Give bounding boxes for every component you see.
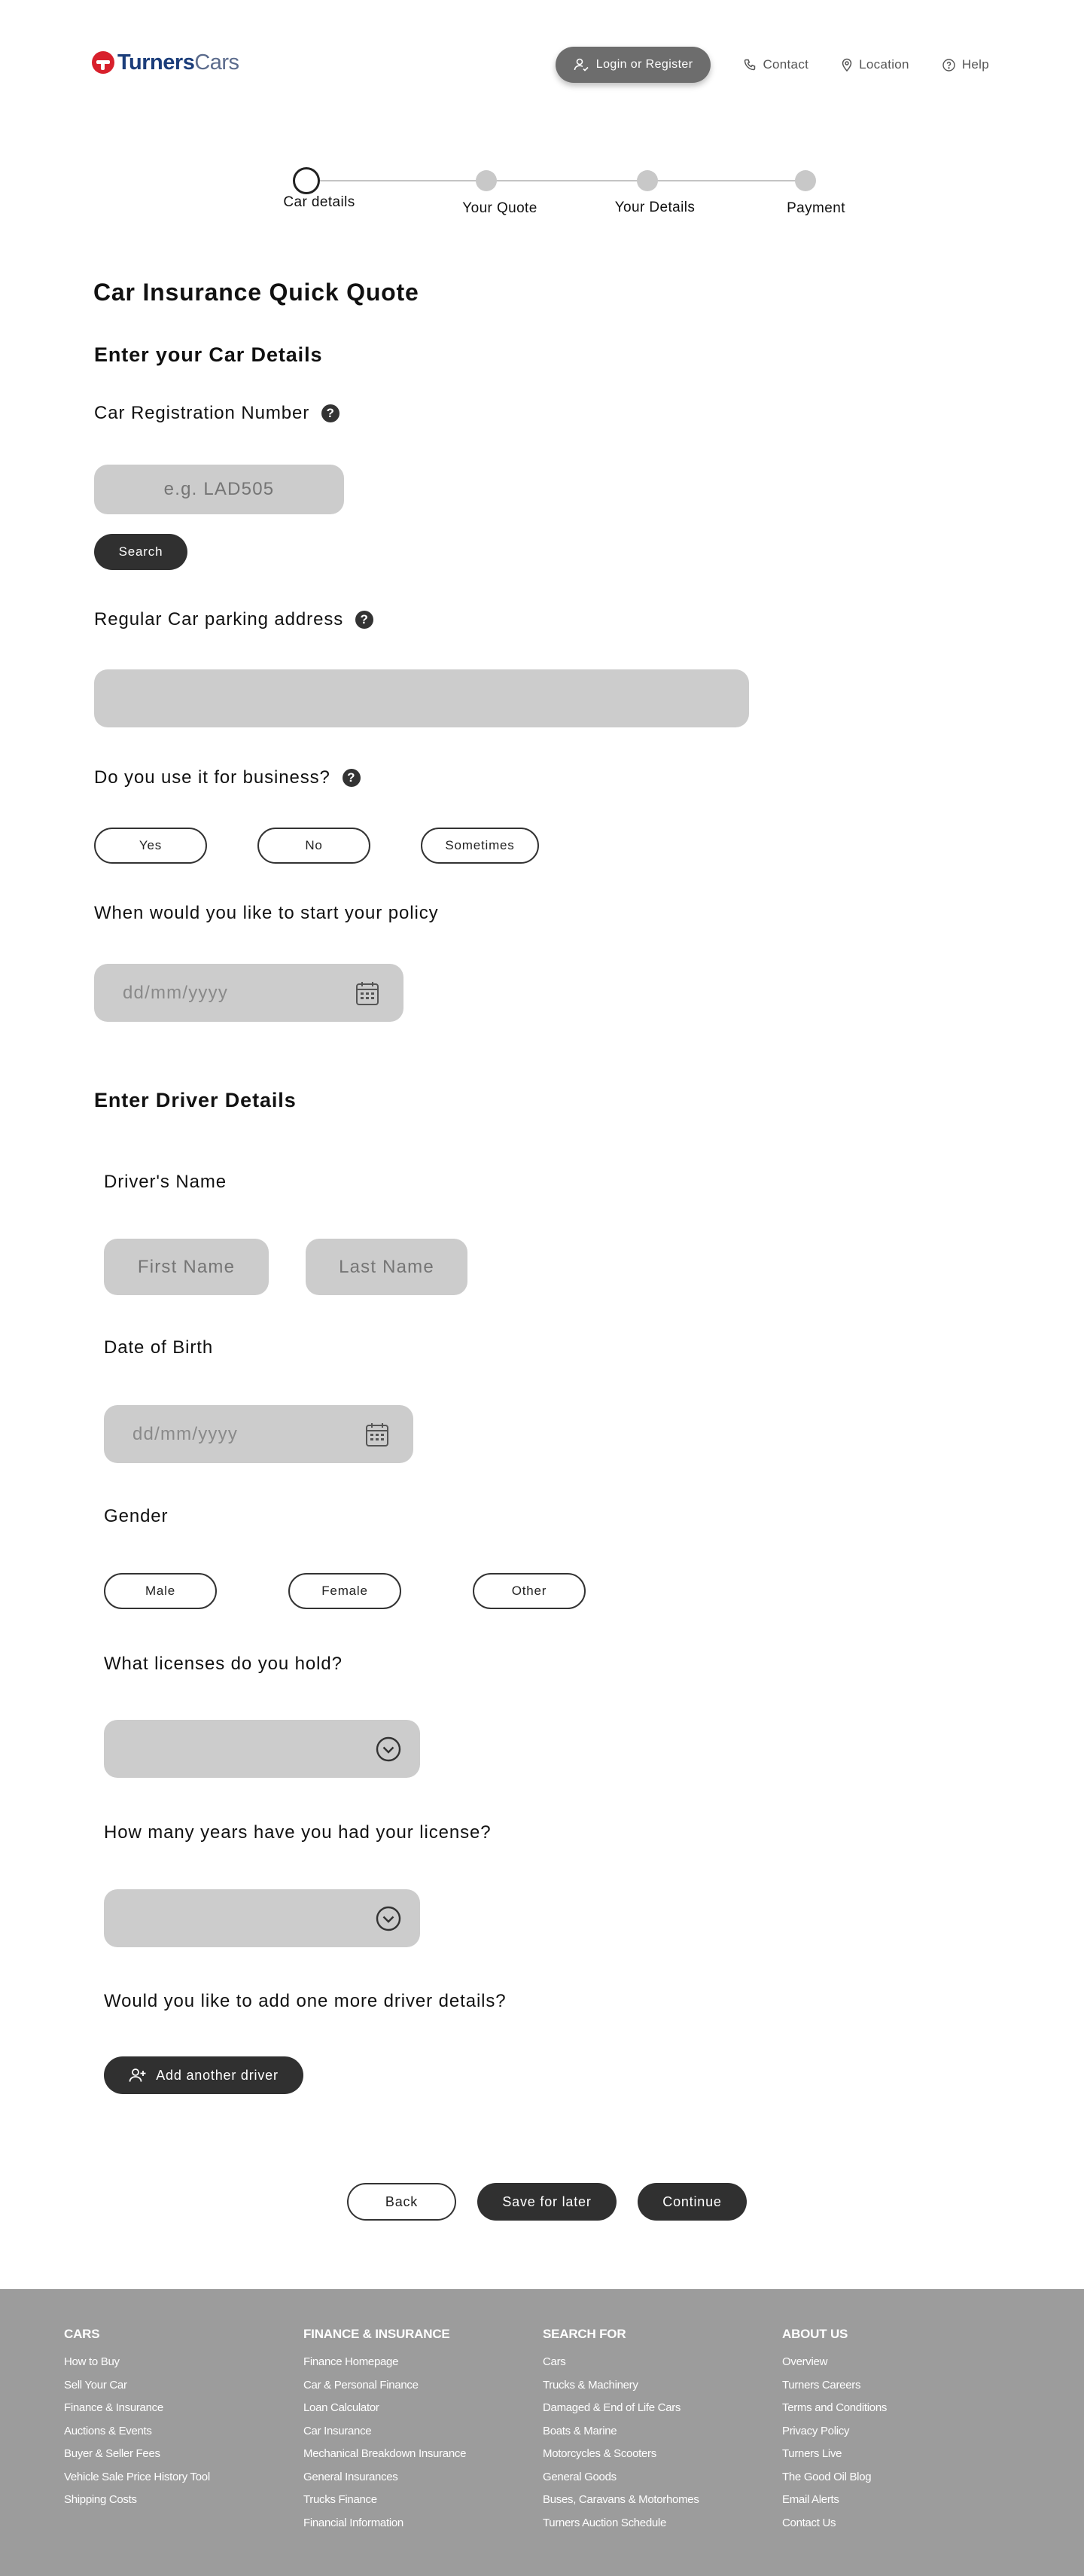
step-label-your-quote: Your Quote: [462, 200, 537, 216]
footer-heading-cars: CARS: [64, 2327, 100, 2341]
add-another-driver-label: Add another driver: [156, 2067, 279, 2083]
add-driver-question-label: Would you like to add one more driver details?: [104, 1991, 507, 2011]
footer-link[interactable]: Email Alerts: [782, 2493, 839, 2506]
licenses-question: [104, 1654, 343, 1675]
site-footer: [0, 2289, 1084, 2576]
footer-link[interactable]: Financial Information: [303, 2516, 403, 2529]
footer-link[interactable]: Trucks Finance: [303, 2493, 377, 2506]
footer-link[interactable]: Shipping Costs: [64, 2493, 137, 2506]
user-icon: [574, 58, 589, 72]
step-dot-car-details: [293, 167, 320, 194]
gender-male-option[interactable]: Male: [104, 1573, 217, 1609]
start-date-question: [94, 903, 439, 924]
business-no-option[interactable]: No: [257, 828, 370, 864]
dob-label: Date of Birth: [104, 1337, 214, 1358]
back-button[interactable]: Back: [347, 2183, 456, 2221]
footer-link[interactable]: General Insurances: [303, 2470, 398, 2483]
footer-link[interactable]: Motorcycles & Scooters: [543, 2447, 656, 2460]
footer-link[interactable]: Mechanical Breakdown Insurance: [303, 2447, 467, 2460]
dob-question: [104, 1337, 213, 1358]
rego-label: Car Registration Number: [94, 403, 310, 423]
footer-column-about-us: [782, 2327, 887, 2535]
step-label-car-details: Car details: [283, 194, 355, 210]
top-nav: [556, 47, 989, 83]
footer-link[interactable]: Cars: [543, 2355, 566, 2368]
location-pin-icon: [842, 58, 852, 72]
driver-name-label: Driver's Name: [104, 1172, 227, 1192]
parking-address-input[interactable]: [94, 669, 749, 727]
driver-details-heading: Enter Driver Details: [94, 1089, 297, 1111]
business-question: [94, 767, 361, 788]
footer-link[interactable]: Overview: [782, 2355, 828, 2368]
start-date-placeholder: dd/mm/yyyy: [123, 982, 229, 1003]
first-name-input[interactable]: [104, 1239, 269, 1295]
calendar-icon[interactable]: [365, 1422, 389, 1447]
parking-question: [94, 609, 373, 630]
footer-link[interactable]: Auctions & Events: [64, 2424, 152, 2437]
footer-link[interactable]: Terms and Conditions: [782, 2401, 888, 2414]
footer-link[interactable]: Contact Us: [782, 2516, 836, 2529]
car-details-heading: Enter your Car Details: [94, 343, 323, 366]
step-label-payment: Payment: [787, 200, 845, 216]
last-name-input[interactable]: [306, 1239, 467, 1295]
chevron-down-icon: [375, 1736, 402, 1763]
login-register-button[interactable]: [556, 47, 711, 83]
business-yes-option[interactable]: Yes: [94, 828, 207, 864]
footer-link[interactable]: The Good Oil Blog: [782, 2470, 872, 2483]
licenses-select[interactable]: [104, 1720, 420, 1778]
driver-name-question: [104, 1172, 227, 1193]
turners-logo-mark-icon: [92, 51, 114, 74]
continue-button[interactable]: Continue: [638, 2183, 747, 2221]
footer-link[interactable]: Car & Personal Finance: [303, 2378, 419, 2392]
footer-link[interactable]: Car Insurance: [303, 2424, 372, 2437]
stepper-track: [306, 180, 802, 181]
footer-heading-search-for: SEARCH FOR: [543, 2327, 626, 2341]
footer-link[interactable]: Turners Careers: [782, 2378, 861, 2392]
footer-link[interactable]: General Goods: [543, 2470, 617, 2483]
rego-input[interactable]: [94, 465, 344, 514]
contact-link[interactable]: [744, 57, 808, 72]
rego-question: [94, 403, 340, 424]
location-link[interactable]: [842, 57, 909, 72]
footer-link[interactable]: Loan Calculator: [303, 2401, 379, 2414]
footer-link[interactable]: Finance Homepage: [303, 2355, 399, 2368]
chevron-down-icon: [375, 1905, 402, 1932]
footer-link[interactable]: Turners Live: [782, 2447, 842, 2460]
rego-help-icon[interactable]: ?: [321, 404, 340, 422]
save-for-later-button[interactable]: Save for later: [477, 2183, 617, 2221]
footer-link[interactable]: Buyer & Seller Fees: [64, 2447, 160, 2460]
location-link-label: Location: [859, 57, 909, 72]
footer-link[interactable]: Vehicle Sale Price History Tool: [64, 2470, 210, 2483]
footer-link[interactable]: Buses, Caravans & Motorhomes: [543, 2493, 699, 2506]
calendar-icon[interactable]: [355, 980, 379, 1006]
gender-other-option[interactable]: Other: [473, 1573, 586, 1609]
footer-link[interactable]: Finance & Insurance: [64, 2401, 163, 2414]
years-label: How many years have you had your license?: [104, 1822, 492, 1843]
login-register-label: Login or Register: [595, 58, 693, 71]
footer-column-cars: [64, 2327, 210, 2512]
page-title: Car Insurance Quick Quote: [93, 279, 419, 306]
footer-link[interactable]: Boats & Marine: [543, 2424, 617, 2437]
gender-label: Gender: [104, 1506, 169, 1526]
footer-link[interactable]: Turners Auction Schedule: [543, 2516, 667, 2529]
gender-question: [104, 1506, 168, 1527]
start-date-input[interactable]: [94, 964, 403, 1022]
dob-placeholder: dd/mm/yyyy: [132, 1423, 239, 1444]
dob-input[interactable]: [104, 1405, 413, 1463]
phone-icon: [744, 59, 756, 71]
footer-heading-about-us: ABOUT US: [782, 2327, 848, 2341]
rego-search-button[interactable]: Search: [94, 534, 187, 570]
step-dot-your-quote: [476, 170, 497, 191]
logo-brand-text: Turners: [117, 50, 195, 75]
business-sometimes-option[interactable]: Sometimes: [421, 828, 539, 864]
add-driver-question: [104, 1991, 507, 2012]
progress-stepper: [0, 166, 1084, 226]
footer-link[interactable]: Trucks & Machinery: [543, 2378, 638, 2392]
licenses-label: What licenses do you hold?: [104, 1654, 343, 1674]
license-years-select[interactable]: [104, 1889, 420, 1947]
business-help-icon[interactable]: ?: [343, 769, 361, 787]
gender-female-option[interactable]: Female: [288, 1573, 401, 1609]
years-question: [104, 1822, 492, 1843]
parking-help-icon[interactable]: ?: [355, 611, 373, 629]
business-label: Do you use it for business?: [94, 767, 330, 788]
step-dot-your-details: [637, 170, 658, 191]
footer-link[interactable]: Sell Your Car: [64, 2378, 127, 2392]
help-link[interactable]: [942, 57, 989, 72]
footer-link[interactable]: How to Buy: [64, 2355, 120, 2368]
footer-column-finance-insurance: [303, 2327, 466, 2535]
parking-label: Regular Car parking address: [94, 609, 344, 630]
logo-cars-text: Cars: [194, 50, 239, 75]
add-user-icon: [129, 2068, 147, 2083]
start-date-label: When would you like to start your policy: [94, 903, 439, 923]
step-dot-payment: [795, 170, 816, 191]
footer-link[interactable]: Privacy Policy: [782, 2424, 850, 2437]
help-circle-icon: [942, 59, 955, 72]
turners-cars-logo[interactable]: [92, 48, 239, 77]
footer-link[interactable]: Damaged & End of Life Cars: [543, 2401, 681, 2414]
help-link-label: Help: [961, 57, 989, 72]
step-label-your-details: Your Details: [614, 200, 696, 215]
add-another-driver-button[interactable]: [104, 2056, 303, 2094]
footer-heading-finance-insurance: FINANCE & INSURANCE: [303, 2327, 450, 2341]
contact-link-label: Contact: [763, 57, 809, 72]
footer-column-search-for: [543, 2327, 699, 2535]
